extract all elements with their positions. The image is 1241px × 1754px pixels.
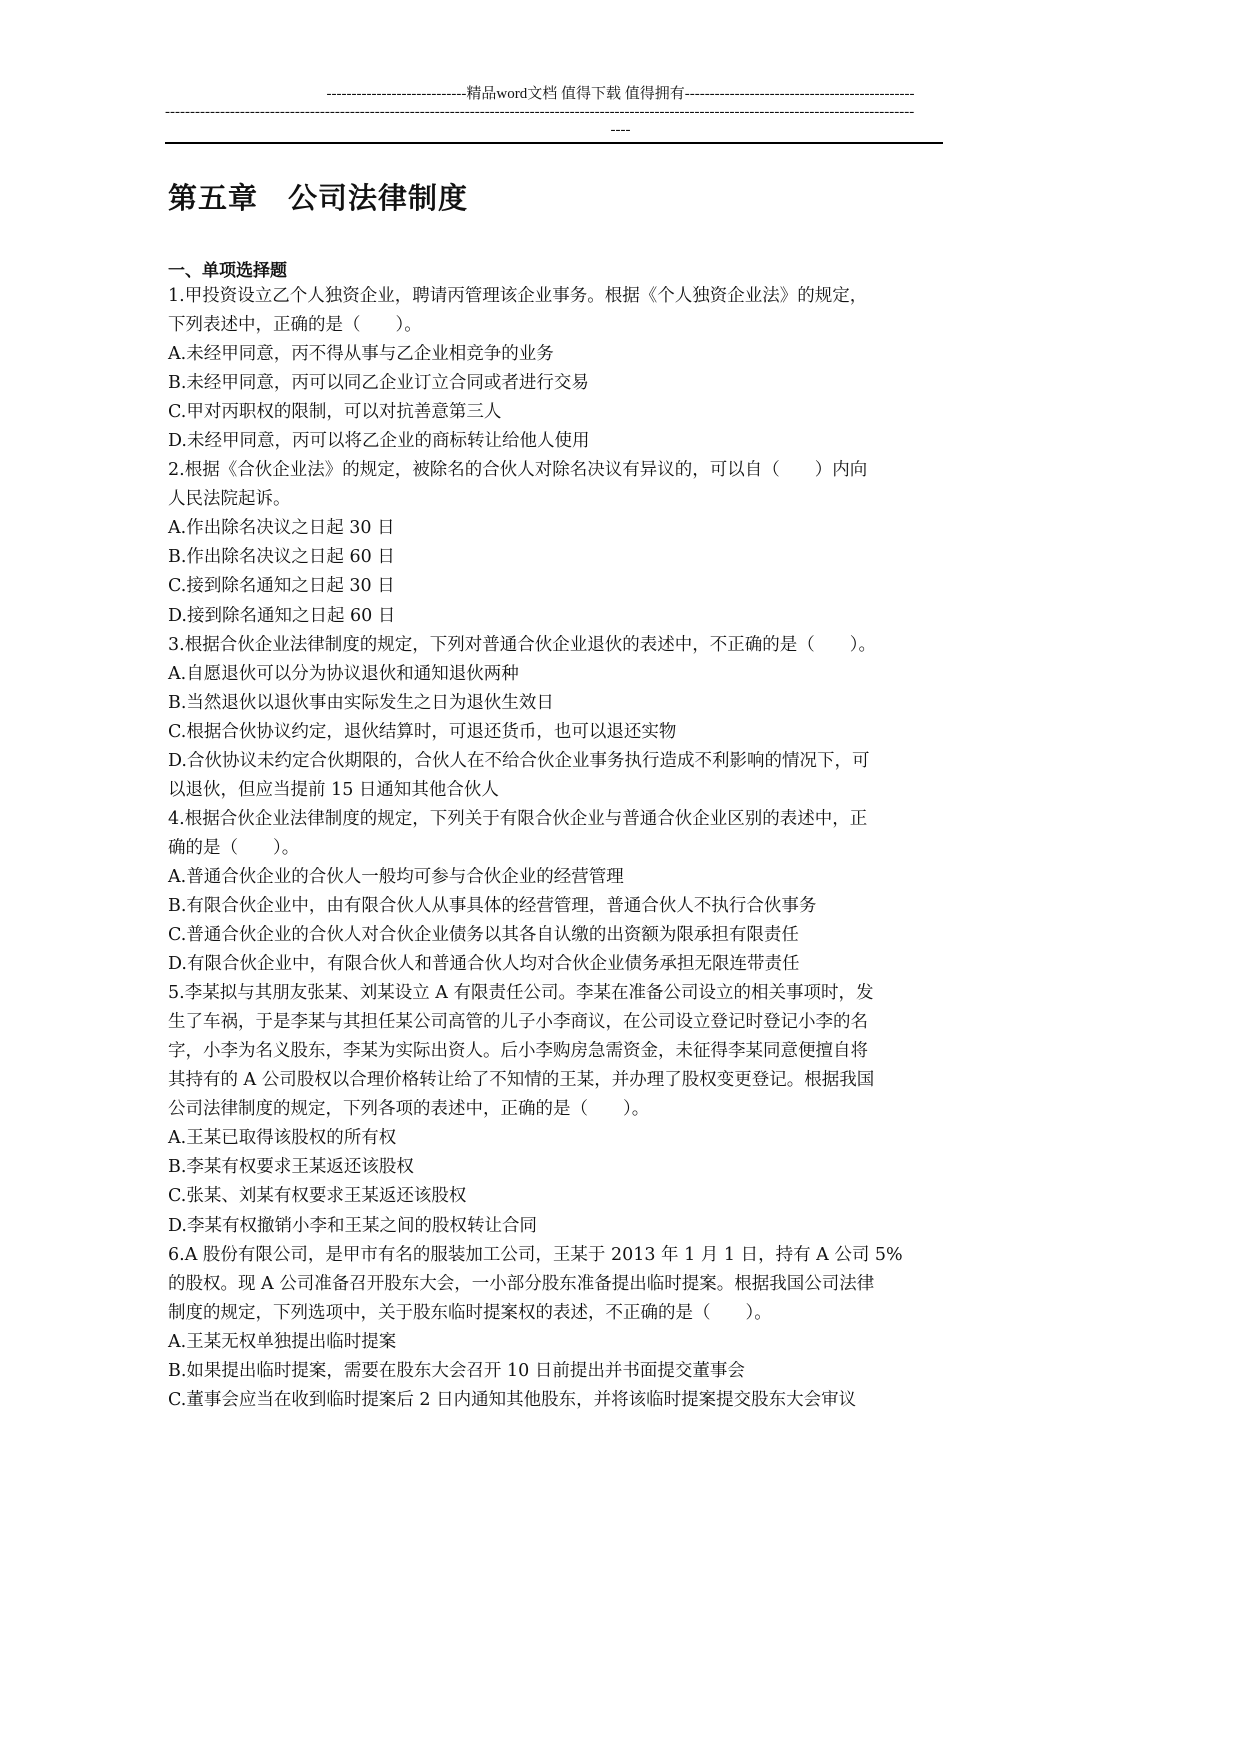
answer-option <box>168 427 958 456</box>
answer-option <box>168 602 958 631</box>
answer-option-line: B.李某有权要求王某返还该股权 <box>168 1157 414 1178</box>
chapter-title: 第五章 公司法律制度 <box>168 181 469 215</box>
question-stem-line: 3.根据合伙企业法律制度的规定，下列对普通合伙企业退伙的表述中，不正确的是（ ）。 <box>168 634 876 655</box>
page-header-banner: ----------------------------精品word文档 值得下载 值得拥有---------------------------------------------- <box>326 86 915 102</box>
answer-option-line: C.董事会应当在收到临时提案后 2 日内通知其他股东，并将该临时提案提交股东大会审议 <box>168 1389 857 1410</box>
answer-option-line: A.作出除名决议之日起 30 日 <box>168 518 395 539</box>
answer-option-line: A.普通合伙企业的合伙人一般均可参与合伙企业的经营管理 <box>168 866 624 887</box>
page-header-tail: ---- <box>610 122 631 138</box>
question-stem-line: 确的是（ ）。 <box>168 837 300 858</box>
question-stem-line: 人民法院起诉。 <box>168 489 291 510</box>
question-list <box>168 282 958 1415</box>
question-4 <box>168 805 958 979</box>
answer-option <box>168 718 958 747</box>
question-stem-line: 生了车祸，于是李某与其担任某公司高管的儿子小李商议，在公司设立登记时登记小李的名 <box>168 1012 868 1033</box>
answer-option-line: D.未经甲同意，丙可以将乙企业的商标转让给他人使用 <box>168 431 590 452</box>
answer-option <box>168 892 958 921</box>
header-rule <box>165 142 943 144</box>
section-heading: 一、单项选择题 <box>168 261 287 281</box>
answer-option-line: B.未经甲同意，丙可以同乙企业订立合同或者进行交易 <box>168 373 589 394</box>
question-2 <box>168 456 958 630</box>
answer-option-line: D.李某有权撤销小李和王某之间的股权转让合同 <box>168 1215 537 1236</box>
question-stem-line: 下列表述中，正确的是（ ）。 <box>168 315 422 336</box>
answer-option <box>168 1124 958 1153</box>
answer-option <box>168 543 958 572</box>
question-stem-line: 6.A 股份有限公司，是甲市有名的服装加工公司，王某于 2013 年 1 月 1 日，持有 A 公司 5% <box>168 1244 903 1265</box>
page-header-dashes: ------------------------------------------------------------------------------------------------------------------------------------------------------ <box>165 104 915 120</box>
answer-option <box>168 514 958 543</box>
answer-option-line: C.甲对丙职权的限制，可以对抗善意第三人 <box>168 402 502 423</box>
question-stem-line: 的股权。现 A 公司准备召开股东大会，一小部分股东准备提出临时提案。根据我国公司法律 <box>168 1273 875 1294</box>
answer-option-line: A.自愿退伙可以分为协议退伙和通知退伙两种 <box>168 663 519 684</box>
answer-option <box>168 369 958 398</box>
answer-option-line: D.接到除名通知之日起 60 日 <box>168 605 396 626</box>
question-3 <box>168 631 958 805</box>
answer-option <box>168 1182 958 1211</box>
answer-option <box>168 1386 958 1415</box>
question-1 <box>168 282 958 456</box>
answer-option-line: 以退伙，但应当提前 15 日通知其他合伙人 <box>168 779 499 800</box>
answer-option-line: D.有限合伙企业中，有限合伙人和普通合伙人均对合伙企业债务承担无限连带责任 <box>168 954 800 975</box>
answer-option-line: B.当然退伙以退伙事由实际发生之日为退伙生效日 <box>168 692 554 713</box>
question-stem-line: 制度的规定，下列选项中，关于股东临时提案权的表述，不正确的是（ ）。 <box>168 1302 772 1323</box>
question-stem-line: 公司法律制度的规定，下列各项的表述中，正确的是（ ）。 <box>168 1099 650 1120</box>
question-stem-line: 1.甲投资设立乙个人独资企业，聘请丙管理该企业事务。根据《个人独资企业法》的规定， <box>168 286 868 306</box>
answer-option-line: A.王某已取得该股权的所有权 <box>168 1128 397 1149</box>
answer-option-line: A.王某无权单独提出临时提案 <box>168 1331 397 1352</box>
answer-option <box>168 398 958 427</box>
answer-option <box>168 660 958 689</box>
question-stem-line: 4.根据合伙企业法律制度的规定，下列关于有限合伙企业与普通合伙企业区别的表述中，正 <box>168 808 868 829</box>
answer-option <box>168 747 958 805</box>
question-6 <box>168 1241 958 1415</box>
answer-option-line: C.接到除名通知之日起 30 日 <box>168 576 395 597</box>
question-stem-line: 2.根据《合伙企业法》的规定，被除名的合伙人对除名决议有异议的，可以自（ ）内向 <box>168 460 868 481</box>
answer-option-line: C.根据合伙协议约定，退伙结算时，可退还货币，也可以退还实物 <box>168 721 677 742</box>
answer-option <box>168 1328 958 1357</box>
answer-option <box>168 921 958 950</box>
answer-option-line: B.如果提出临时提案，需要在股东大会召开 10 日前提出并书面提交董事会 <box>168 1360 745 1381</box>
answer-option-line: D.合伙协议未约定合伙期限的，合伙人在不给合伙企业事务执行造成不利影响的情况下，可 <box>168 750 870 771</box>
answer-option <box>168 689 958 718</box>
answer-option <box>168 1212 958 1241</box>
question-stem-line: 字，小李为名义股东，李某为实际出资人。后小李购房急需资金，未征得李某同意便擅自将 <box>168 1041 868 1062</box>
answer-option <box>168 572 958 601</box>
answer-option <box>168 1153 958 1182</box>
answer-option <box>168 950 958 979</box>
answer-option-line: B.有限合伙企业中，由有限合伙人从事具体的经营管理，普通合伙人不执行合伙事务 <box>168 895 817 916</box>
answer-option-line: B.作出除名决议之日起 60 日 <box>168 547 395 568</box>
answer-option-line: A.未经甲同意，丙不得从事与乙企业相竞争的业务 <box>168 344 554 365</box>
answer-option-line: C.普通合伙企业的合伙人对合伙企业债务以其各自认缴的出资额为限承担有限责任 <box>168 925 799 946</box>
answer-option-line: C.张某、刘某有权要求王某返还该股权 <box>168 1186 467 1207</box>
answer-option <box>168 1357 958 1386</box>
answer-option <box>168 340 958 369</box>
question-5 <box>168 979 958 1240</box>
question-stem-line: 5.李某拟与其朋友张某、刘某设立 A 有限责任公司。李某在准备公司设立的相关事项时，发 <box>168 983 874 1004</box>
question-stem-line: 其持有的 A 公司股权以合理价格转让给了不知情的王某，并办理了股权变更登记。根据我国 <box>168 1070 875 1091</box>
answer-option <box>168 863 958 892</box>
